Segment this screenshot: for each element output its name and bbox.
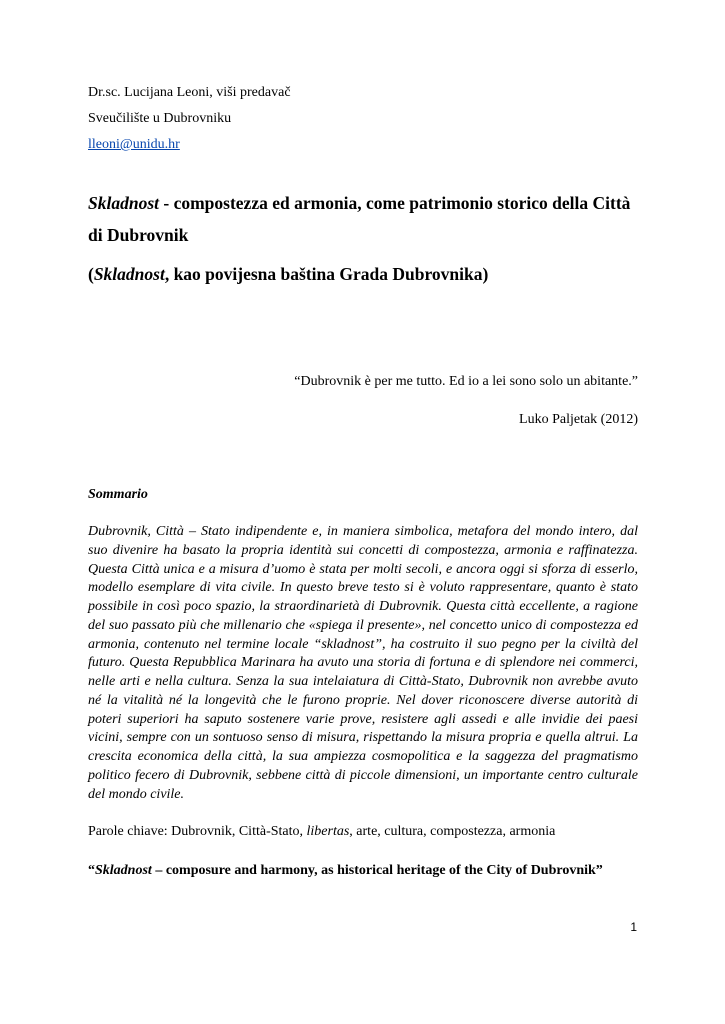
epigraph-attribution: Luko Paljetak (2012) <box>519 412 638 427</box>
author-name: Dr.sc. Lucijana Leoni, viši predavač <box>88 85 291 100</box>
title-italic: Skladnost <box>88 193 159 213</box>
english-title-open: “ <box>88 863 95 878</box>
keywords-before: Parole chiave: Dubrovnik, Città-Stato, <box>88 824 307 839</box>
summary-heading: Sommario <box>88 487 148 502</box>
english-title-rest: – composure and harmony, as historical heritage of the City of Dubrovnik” <box>151 863 603 878</box>
keywords-italic: libertas <box>306 824 350 839</box>
subtitle-italic: Skladnost <box>93 264 165 284</box>
page-subtitle <box>88 262 648 286</box>
author-institution: Sveučilište u Dubrovniku <box>88 111 232 126</box>
summary-text: Dubrovnik, Città – Stato indipendente e, in maniera simbolica, metafora del mondo intero, dal suo divenire ha basato la propria identità sui concetti di compostezza, armonia e raffinatezza. Questa Città unica e a misura d’uomo è stata per molti secoli, e ancora oggi si sforza di esserlo, modello esemplare di vita civile. In questo breve testo si è voluto rappresentare, quanto è stato possibile in così poco spazio, la straordinarietà di Dubrovnik. Questa città eccellente, a ragione del suo passato più che millenario che «spiega il presente», nel concetto unico di compostezza ed armonia, contenuto nel termine locale “skladnost”, ha costruito il suo pegno per la civiltà del futuro. Questa Repubblica Marinara ha avuto una storia di fortuna e di splendore nei commerci, nelle arti e nella cultura. Senza la sua intelaiatura di Città-Stato, Dubrovnik non avrebbe avuto né la vitalità né la longevità che le furono proprie. Nel dover riconoscere diverse autorità di poteri superiori ha saputo sostenere varie prove, resistere agli assedi e alle invidie dei paesi vicini, sempre con un sontuoso senso di misura, rispettando la misura propria e quella altrui. La crescita economica della città, la sua ampiezza cosmopolitica e la saggezza del pragmatismo politico fecero di Dubrovnik, sebbene città di piccole dimensioni, un importante centro culturale del mondo civile. <box>88 524 638 802</box>
author-email[interactable] <box>88 136 180 154</box>
keywords-after: , arte, cultura, compostezza, armonia <box>349 824 556 839</box>
page-number: 1 <box>630 920 637 934</box>
subtitle-open: ( <box>88 264 94 284</box>
english-title-italic: Skladnost <box>95 863 152 878</box>
epigraph-quote: “Dubrovnik è per me tutto. Ed io a lei sono solo un abitante.” <box>294 374 638 389</box>
email-link[interactable]: lleoni@unidu.hr <box>88 137 180 152</box>
title-rest: - compostezza ed armonia, come patrimonio storico della Città di Dubrovnik <box>88 193 631 245</box>
keywords-line <box>88 823 648 841</box>
english-title <box>88 862 648 880</box>
page-title <box>88 187 648 251</box>
subtitle-rest: , kao povijesna baština Grada Dubrovnika) <box>164 264 489 284</box>
